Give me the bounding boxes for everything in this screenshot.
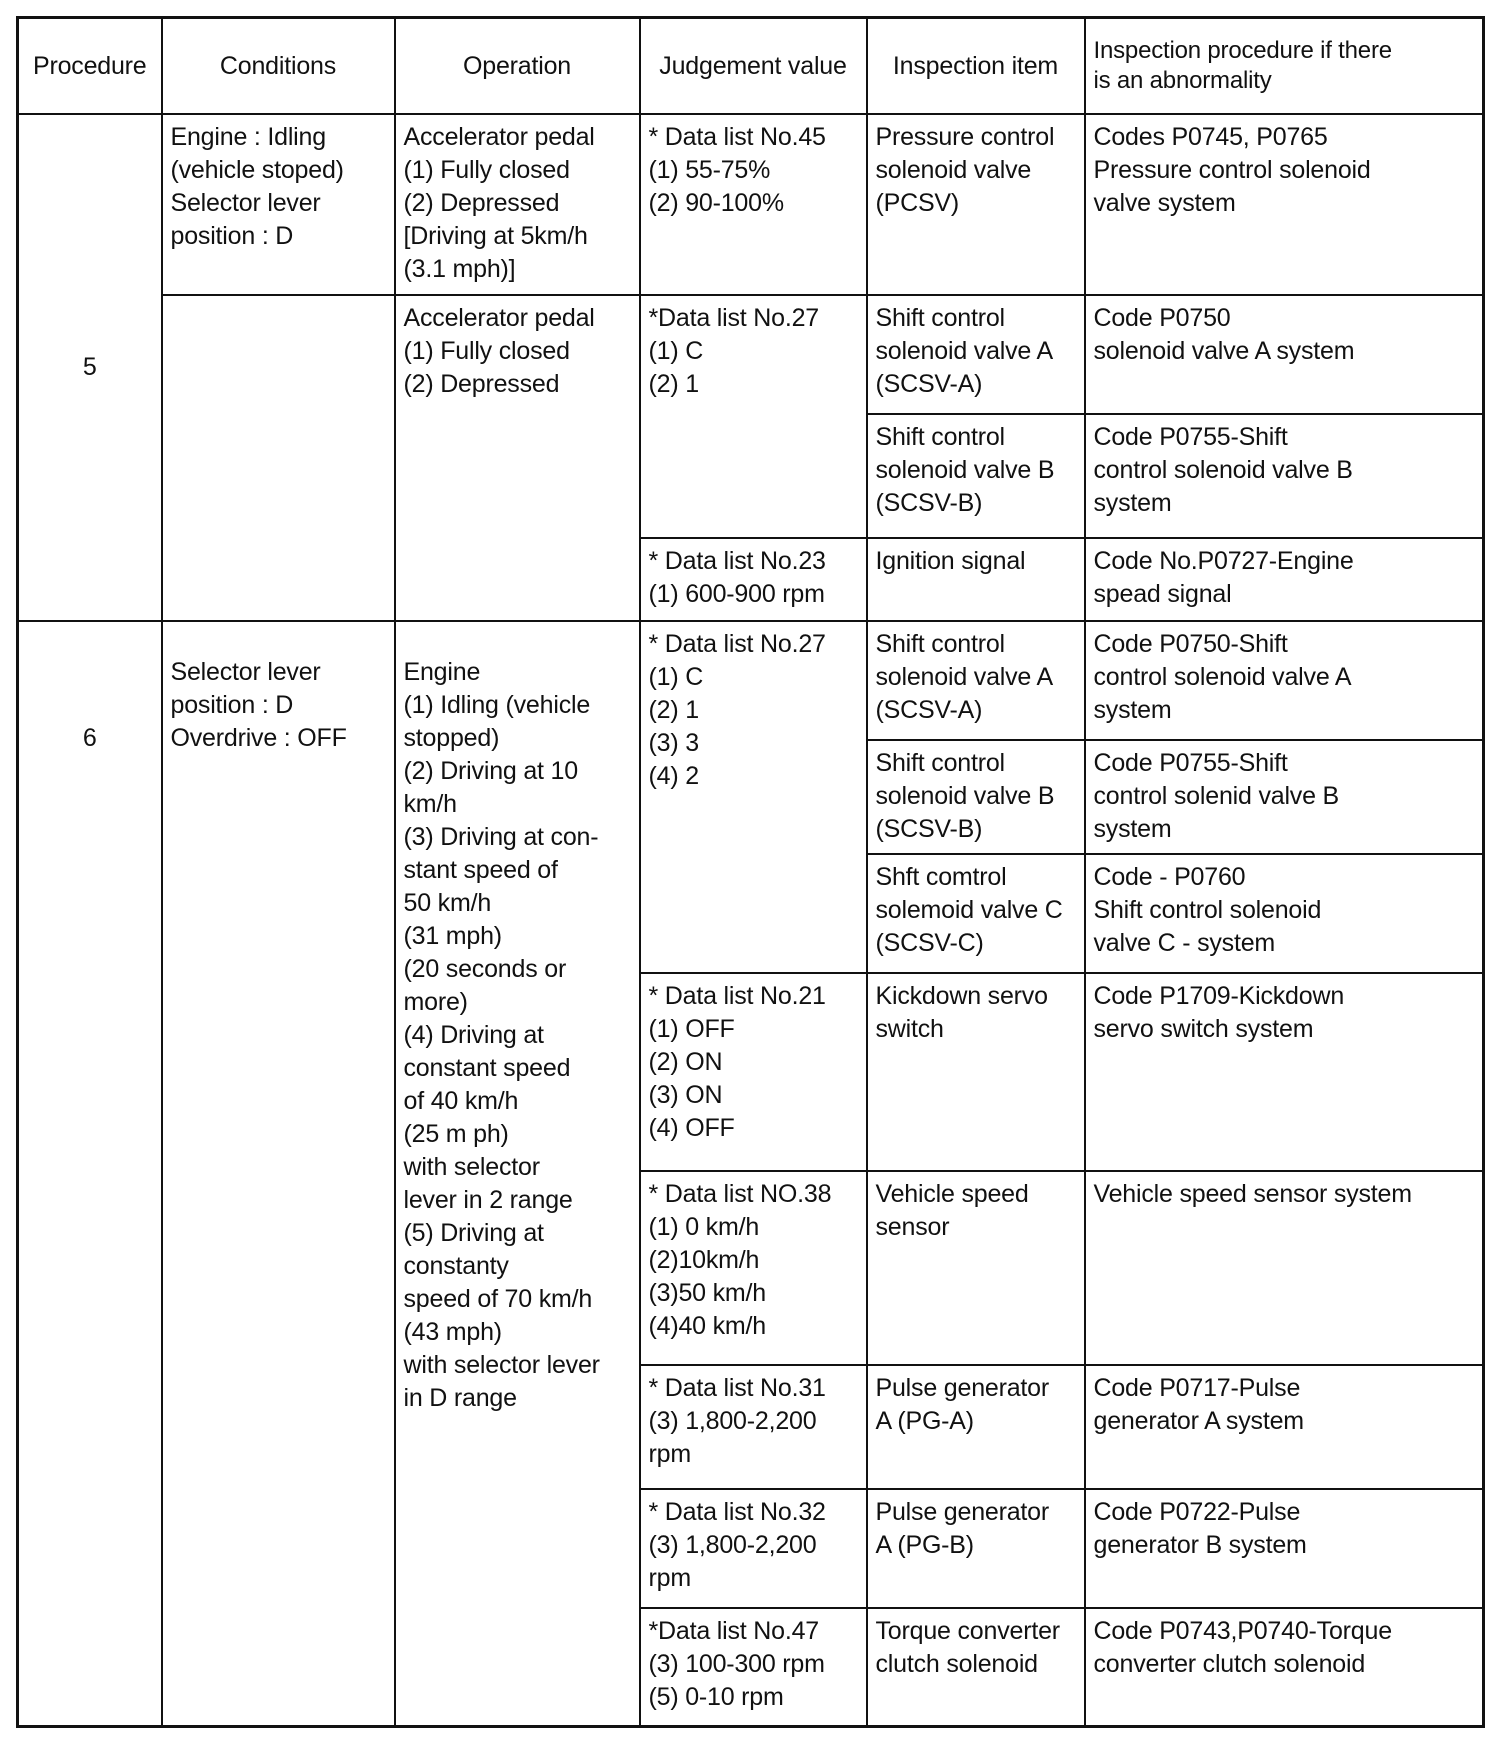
operation-cell: Engine (1) Idling (vehicle stopped) (2) Driving at 10 km/h (3) Driving at con- stant speed of 50 km/h (31 mph) (20 seconds or more) (4) Driving at constant speed of 40 km/h (25 m ph) with selector lever in 2 range (5) Driving at constanty speed of 70 km/h (43 mph) with selector lever in D range: [395, 621, 640, 1727]
header-procedure: Procedure: [18, 18, 162, 115]
inspection-item-cell: Torque converter clutch solenoid: [867, 1608, 1085, 1727]
inspection-item-cell: Pressure control solenoid valve (PCSV): [867, 114, 1085, 295]
judgement-cell: * Data list No.23 (1) 600-900 rpm: [640, 538, 867, 621]
abnormality-procedure-cell: Code - P0760 Shift control solenoid valve C - system: [1085, 854, 1484, 973]
abnormality-procedure-cell: Code P0743,P0740-Torque converter clutch solenoid: [1085, 1608, 1484, 1727]
table-row: [18, 621, 1484, 740]
inspection-item-cell: Shift control solenoid valve B (SCSV-B): [867, 740, 1085, 854]
inspection-item-cell: Ignition signal: [867, 538, 1085, 621]
header-row: [18, 18, 1484, 115]
header-conditions: Conditions: [162, 18, 395, 115]
abnormality-procedure-cell: Code P0755-Shift control solenoid valve B system: [1085, 414, 1484, 538]
conditions-cell: Engine : Idling (vehicle stoped) Selector lever position : D: [162, 114, 395, 295]
abnormality-procedure-cell: Code P0722-Pulse generator B system: [1085, 1489, 1484, 1608]
judgement-cell: *Data list No.47 (3) 100-300 rpm (5) 0-10 rpm: [640, 1608, 867, 1727]
operation-cell: Accelerator pedal (1) Fully closed (2) Depressed: [395, 295, 640, 621]
inspection-item-cell: Shift control solenoid valve A (SCSV-A): [867, 621, 1085, 740]
inspection-item-cell: Kickdown servo switch: [867, 973, 1085, 1172]
inspection-item-cell: Shft comtrol solemoid valve C (SCSV-C): [867, 854, 1085, 973]
inspection-item-cell: Pulse generator A (PG-B): [867, 1489, 1085, 1608]
abnormality-procedure-cell: Code P0717-Pulse generator A system: [1085, 1365, 1484, 1489]
inspection-item-cell: Vehicle speed sensor: [867, 1171, 1085, 1365]
header-abnormality-procedure: Inspection procedure if there is an abnormality: [1085, 18, 1484, 115]
abnormality-procedure-cell: Codes P0745, P0765 Pressure control solenoid valve system: [1085, 114, 1484, 295]
procedure-number: 5: [18, 114, 162, 621]
abnormality-procedure-cell: Vehicle speed sensor system: [1085, 1171, 1484, 1365]
judgement-cell: * Data list No.21 (1) OFF (2) ON (3) ON (4) OFF: [640, 973, 867, 1172]
header-operation: Operation: [395, 18, 640, 115]
header-judgement-value: Judgement value: [640, 18, 867, 115]
abnormality-procedure-cell: Code P0750-Shift control solenoid valve A system: [1085, 621, 1484, 740]
abnormality-procedure-cell: Code P0750 solenoid valve A system: [1085, 295, 1484, 414]
conditions-cell: Selector lever position : D Overdrive : OFF: [162, 621, 395, 1727]
judgement-cell: * Data list No.45 (1) 55-75% (2) 90-100%: [640, 114, 867, 295]
procedure-number: 6: [18, 621, 162, 1727]
table-row: [18, 295, 1484, 414]
inspection-item-cell: Pulse generator A (PG-A): [867, 1365, 1085, 1489]
abnormality-procedure-cell: Code P0755-Shift control solenid valve B system: [1085, 740, 1484, 854]
table-row: [18, 114, 1484, 295]
judgement-cell: * Data list No.31 (3) 1,800-2,200 rpm: [640, 1365, 867, 1489]
inspection-item-cell: Shift control solenoid valve B (SCSV-B): [867, 414, 1085, 538]
header-inspection-item: Inspection item: [867, 18, 1085, 115]
inspection-item-cell: Shift control solenoid valve A (SCSV-A): [867, 295, 1085, 414]
judgement-cell: * Data list No.32 (3) 1,800-2,200 rpm: [640, 1489, 867, 1608]
judgement-cell: *Data list No.27 (1) C (2) 1: [640, 295, 867, 538]
abnormality-procedure-cell: Code P1709-Kickdown servo switch system: [1085, 973, 1484, 1172]
operation-cell: Accelerator pedal (1) Fully closed (2) Depressed [Driving at 5km/h (3.1 mph)]: [395, 114, 640, 295]
judgement-cell: * Data list NO.38 (1) 0 km/h (2)10km/h (3)50 km/h (4)40 km/h: [640, 1171, 867, 1365]
abnormality-procedure-cell: Code No.P0727-Engine spead signal: [1085, 538, 1484, 621]
inspection-table: [16, 16, 1485, 1728]
conditions-cell: [162, 295, 395, 621]
judgement-cell: * Data list No.27 (1) C (2) 1 (3) 3 (4) 2: [640, 621, 867, 973]
